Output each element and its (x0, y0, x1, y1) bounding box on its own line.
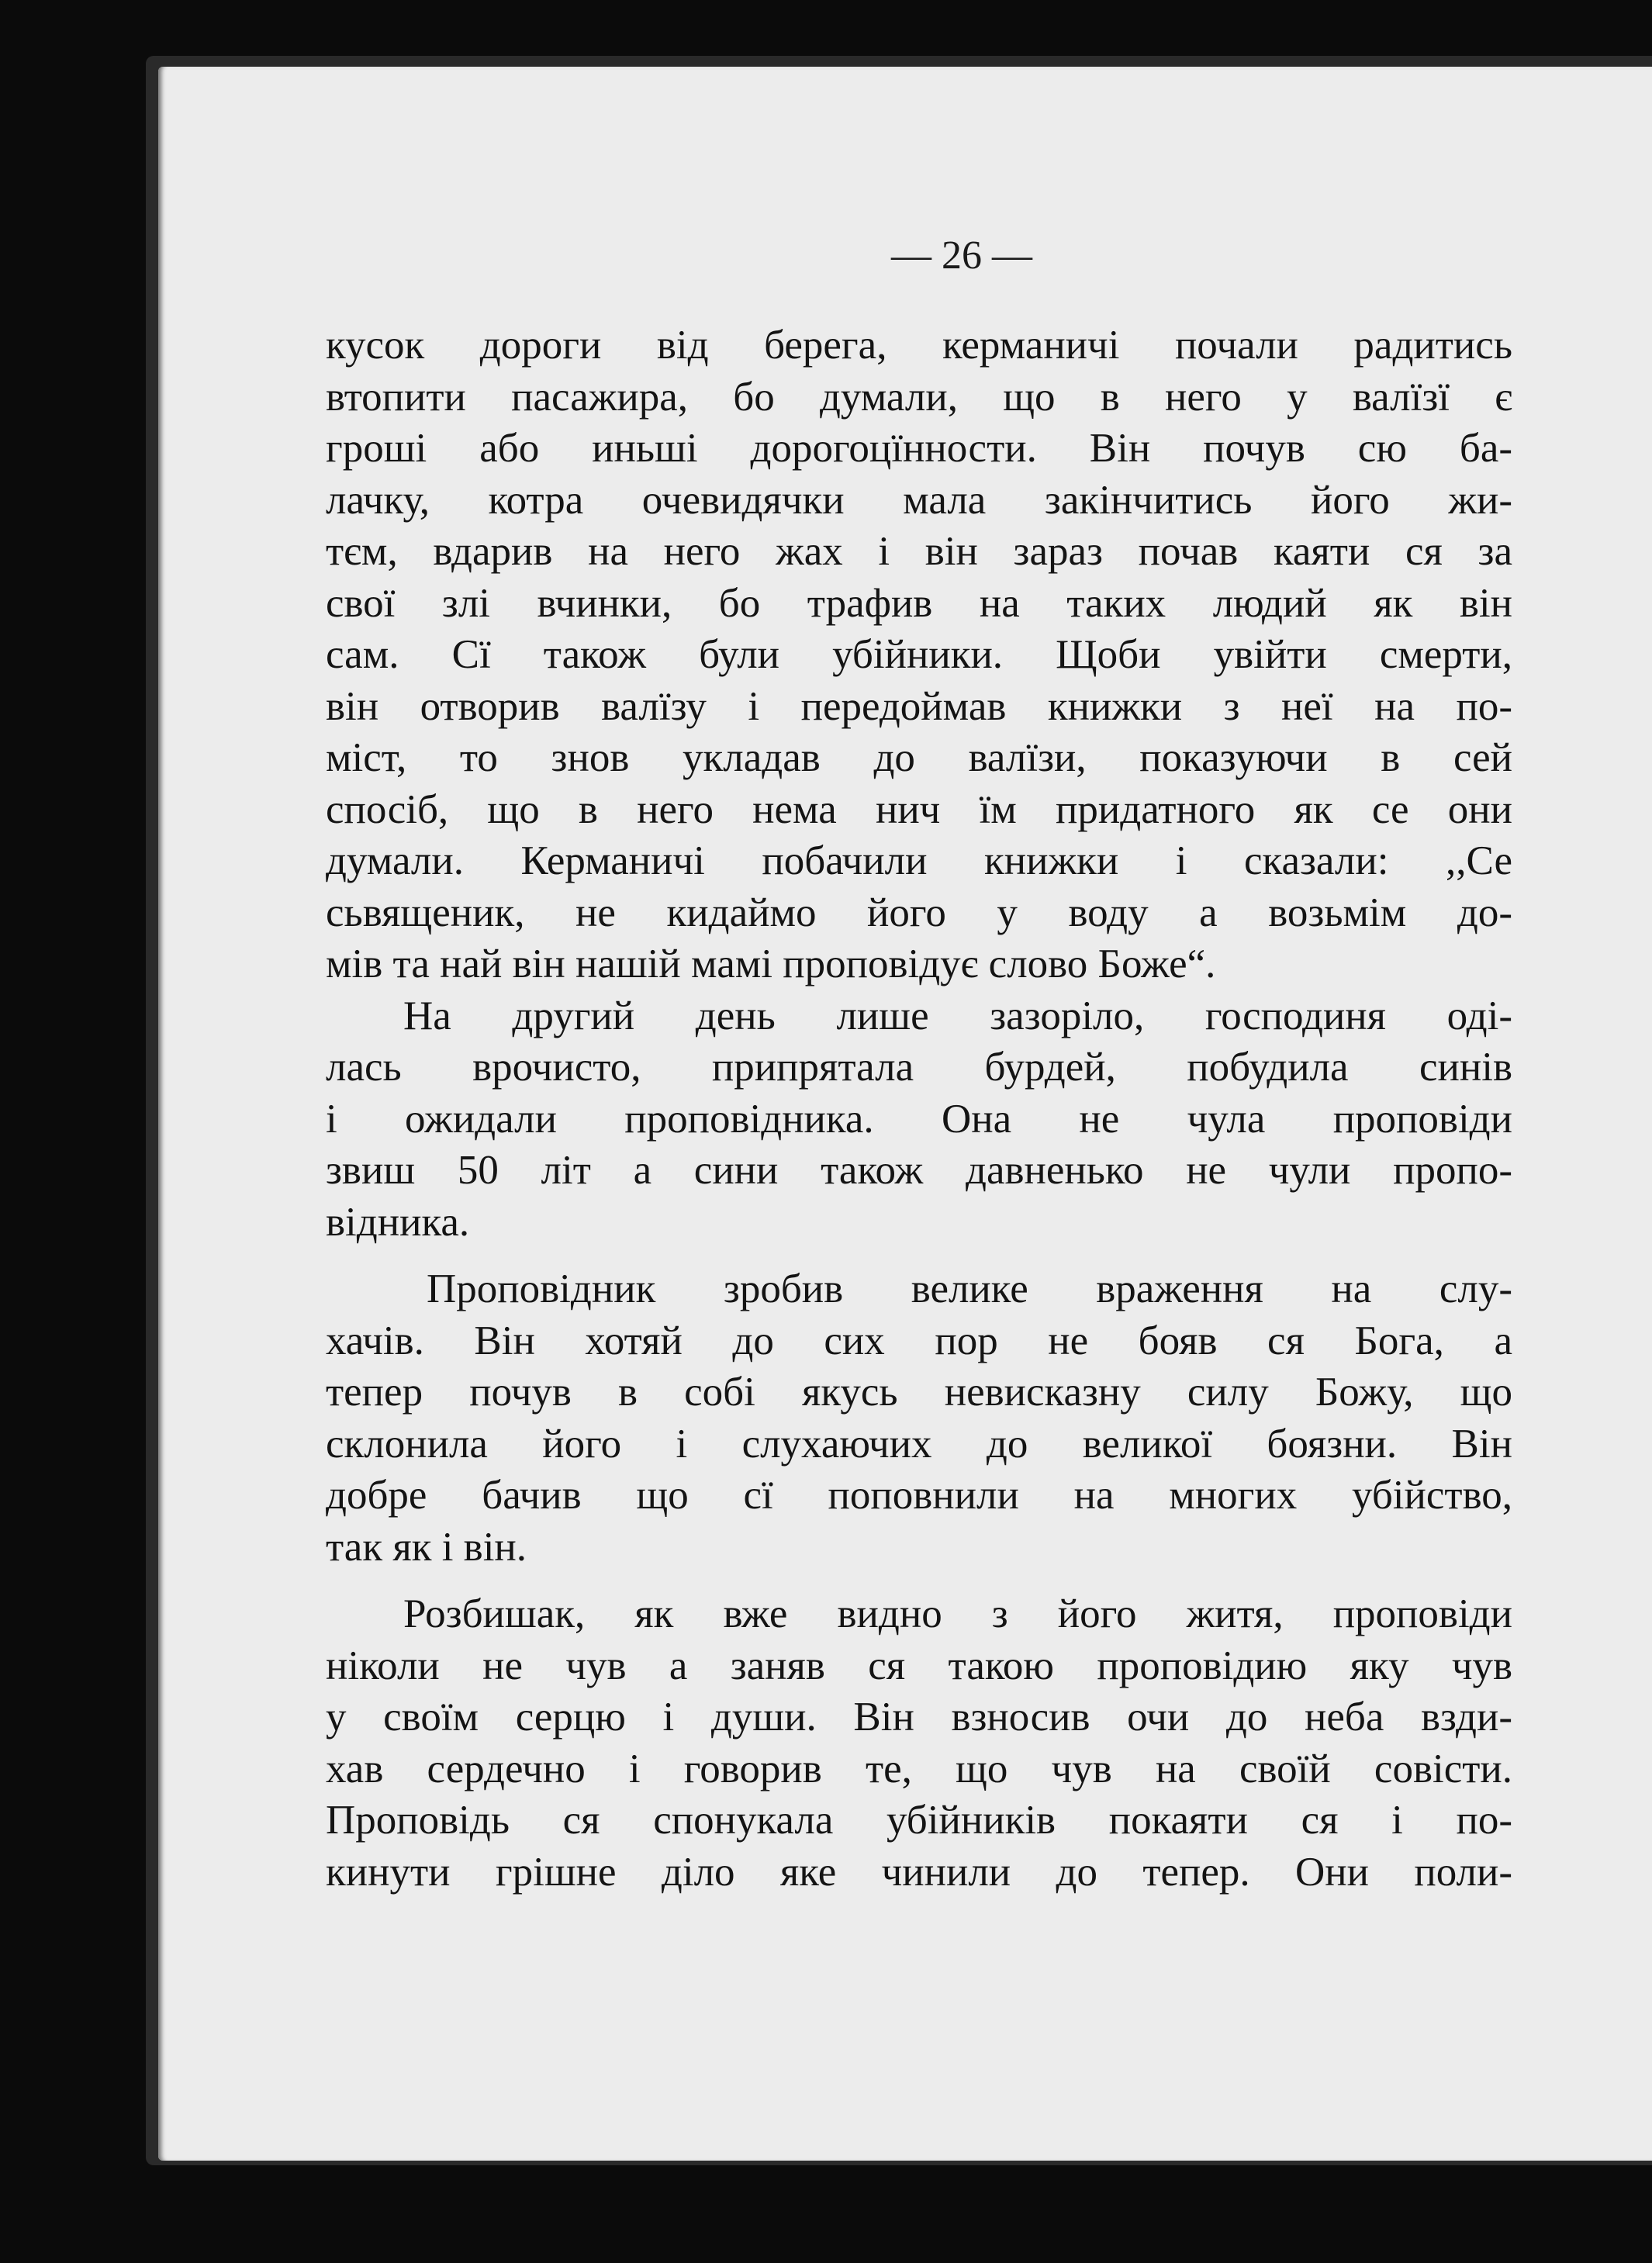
text-line: втопити пасажира, бо думали, що в него у валїзї є (326, 374, 1512, 420)
text-line: лась врочисто, припрятала бурдей, побудила синів (326, 1045, 1512, 1090)
text-line: сьвященик, не кидаймо його у воду а возьмім до- (326, 890, 1512, 935)
text-line: лачку, котра очевидячки мала закінчитись його жи- (326, 477, 1512, 523)
text-line: думали. Керманичі побачили книжки і сказали: ,,Се (326, 838, 1512, 883)
text-line: Розбишак, як вже видно з його житя, проповіди (403, 1591, 1512, 1636)
text-line: відника. (326, 1199, 470, 1245)
text-line: Проповідь ся спонукала убійників покаяти ся і по- (326, 1798, 1512, 1843)
paragraph-gap (326, 1248, 1512, 1263)
text-line: так як і він. (326, 1524, 527, 1570)
text-line: кинути грішне діло яке чинили до тепер. Они поли- (326, 1849, 1512, 1895)
text-line: звиш 50 літ а сини також давненько не чули пропо- (326, 1148, 1512, 1193)
page-number: — 26 — (891, 233, 1032, 278)
text-line: спосіб, що в него нема нич їм придатного як се они (326, 786, 1512, 832)
text-line: Проповідник зробив велике враження на слу- (427, 1266, 1512, 1311)
text-line: міст, то знов укладав до валїзи, показуючи в сей (326, 735, 1512, 780)
text-line: склонила його і слухаючих до великої боязни. Він (326, 1421, 1512, 1467)
text-line: у своїм серцю і души. Він взносив очи до неба взди- (326, 1695, 1512, 1740)
text-line: хачів. Він хотяй до сих пор не бояв ся Бога, а (326, 1318, 1512, 1363)
text-line: і ожидали проповідника. Она не чула проповіди (326, 1096, 1512, 1142)
text-line: добре бачив що сї поповнили на многих убійство, (326, 1473, 1512, 1518)
text-line: свої злі вчинки, бо трафив на таких людий як він (326, 580, 1512, 626)
text-line: ніколи не чув а заняв ся такою проповідию яку чув (326, 1643, 1512, 1688)
page-text (326, 320, 1512, 1898)
text-line: гроші або иньші дорогоцїнности. Він почув сю ба- (326, 426, 1512, 471)
text-line: мів та най він нашій мамі проповідує слово Боже“. (326, 941, 1216, 986)
text-line: сам. Сї також були убійники. Щоби увійти смерти, (326, 632, 1512, 677)
text-line: тепер почув в собі якусь невисказну силу Божу, що (326, 1370, 1512, 1415)
paragraph-gap (326, 1573, 1512, 1588)
text-line: він отворив валїзу і передоймав книжки з неї на по- (326, 683, 1512, 729)
text-line: хав сердечно і говорив те, що чув на своїй совісти. (326, 1746, 1512, 1791)
text-line: кусок дороги від берега, керманичі почали радитись (326, 323, 1512, 368)
text-line: тєм, вдарив на него жах і він зараз почав каяти ся за (326, 529, 1512, 574)
text-line: На другий день лише зазоріло, господиня оді- (403, 993, 1512, 1038)
